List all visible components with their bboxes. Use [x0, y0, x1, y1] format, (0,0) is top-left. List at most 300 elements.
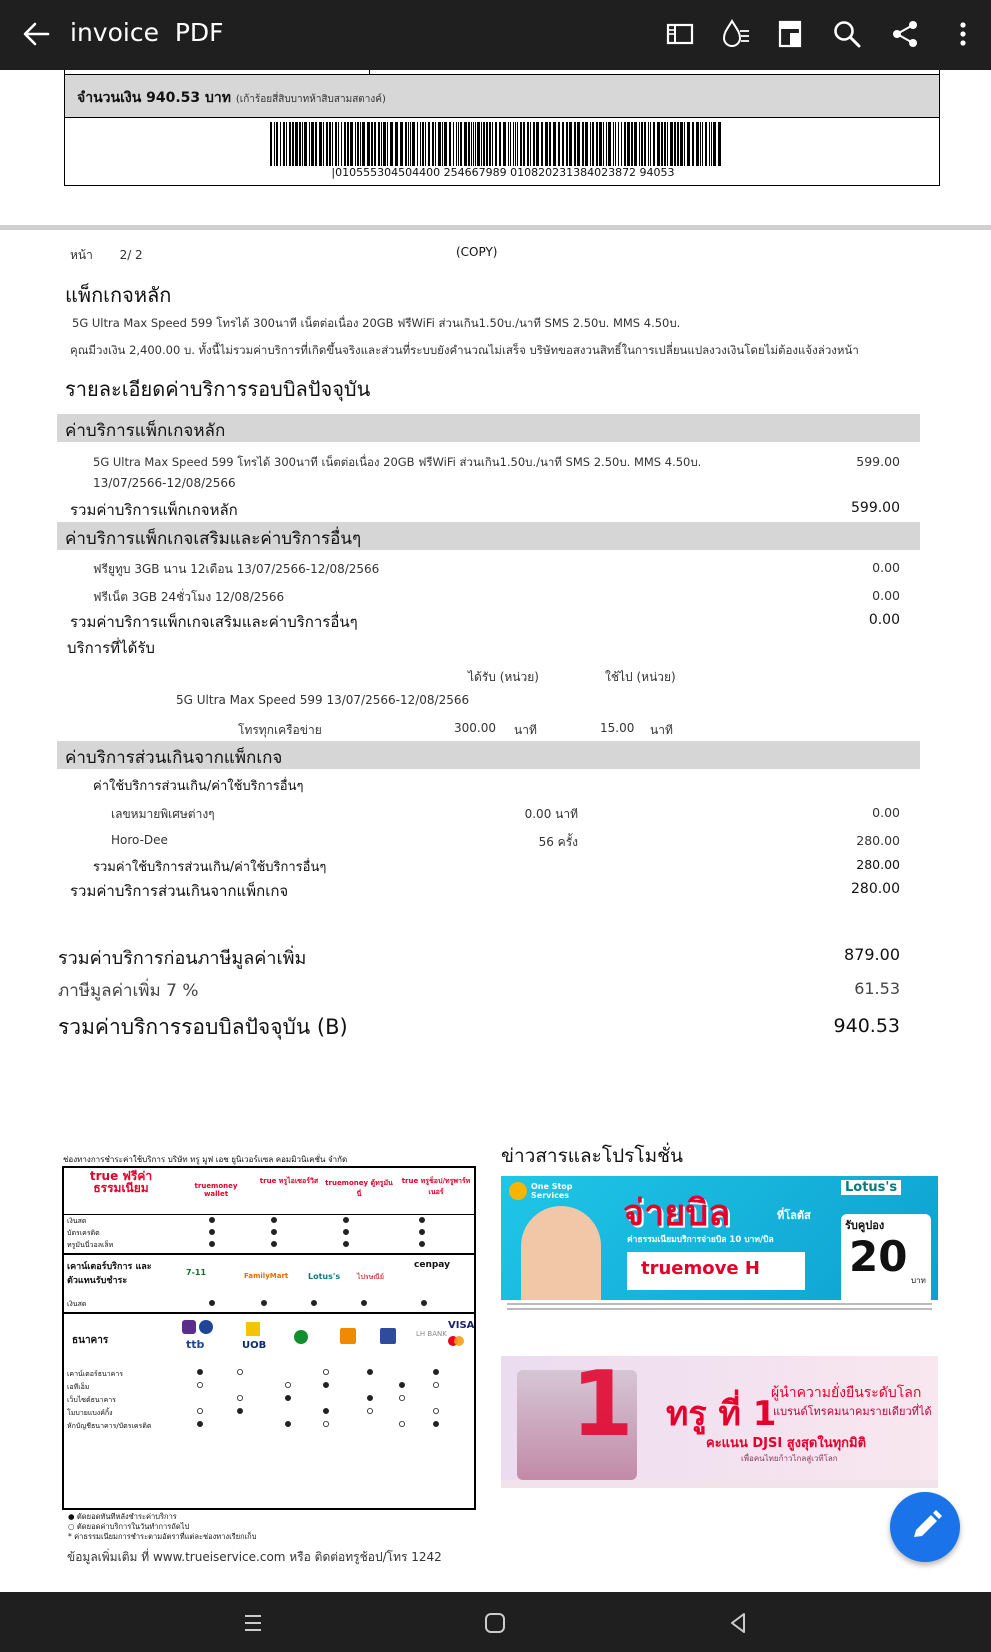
pay-row-label: เว็บไซต์ธนาคาร	[67, 1396, 116, 1404]
barcode-bar	[335, 122, 337, 166]
barcode-bar	[383, 122, 386, 166]
availability-dot	[311, 1300, 316, 1305]
availability-dot	[209, 1217, 214, 1222]
barcode-bar	[362, 122, 365, 166]
col-used: ใช้ไป (หน่วย)	[605, 670, 676, 684]
promo2-sub3: คะแนน DJSI สูงสุดในทุกมิติ	[706, 1436, 867, 1451]
barcode-bar	[471, 122, 472, 166]
barcode-bar	[661, 122, 663, 166]
addon-item-desc: ฟรียูทูบ 3GB นาน 12เดือน 13/07/2566-12/08/2566	[93, 562, 380, 576]
promo-banner-bill-payment[interactable]	[501, 1176, 938, 1314]
barcode-bar	[536, 122, 539, 166]
edit-pencil-icon	[890, 1492, 960, 1562]
barcode-bar	[664, 122, 666, 166]
availability-dot	[323, 1408, 328, 1413]
availability-dot	[197, 1369, 202, 1374]
barcode-bar	[582, 122, 584, 166]
availability-dot	[323, 1382, 328, 1387]
search-icon[interactable]	[830, 17, 864, 51]
recent-apps-icon[interactable]	[236, 1606, 270, 1640]
availability-dot	[433, 1408, 438, 1413]
vat-amount: 61.53	[854, 979, 900, 998]
share-icon[interactable]	[888, 17, 922, 51]
barcode-bar	[523, 122, 525, 166]
overage-item-amount: 280.00	[856, 833, 900, 848]
barcode-bar	[553, 122, 556, 166]
amount-words: (เก้าร้อยสี่สิบบาทห้าสิบสามสตางค์)	[235, 94, 386, 105]
details-heading: รายละเอียดค่าบริการรอบบิลปัจจุบัน	[65, 377, 371, 401]
section-title: ค่าบริการแพ็กเกจเสริมและค่าบริการอื่นๆ	[65, 529, 362, 549]
section-band-addon	[57, 522, 920, 550]
coupon-label: รับคูปอง	[845, 1219, 885, 1232]
promo-headline-suffix: ที่โลตัส	[777, 1209, 811, 1222]
coupon-value: 20	[849, 1232, 908, 1281]
pay-row-label: หักบัญชีธนาคาร/บัตรเครดิต	[67, 1422, 152, 1430]
barcode-bar	[464, 122, 467, 166]
section-total-amount: 599.00	[851, 500, 900, 516]
document-title: invoice PDF	[70, 18, 224, 47]
pdf-viewport[interactable]	[0, 70, 991, 1592]
barcode-bar	[618, 122, 619, 166]
availability-dot	[323, 1421, 328, 1426]
grand-total-label: รวมค่าบริการรอบบิลปัจจุบัน (B)	[58, 1015, 348, 1039]
truemove-logo-box	[627, 1252, 805, 1290]
barcode-bar	[684, 122, 685, 166]
one-stop-badge: One Stop Services	[531, 1182, 573, 1200]
barcode-bar	[286, 122, 287, 166]
one-stop-badge-icon	[509, 1182, 527, 1200]
barcode-bar	[341, 122, 342, 166]
availability-dot	[285, 1421, 290, 1426]
barcode-bar	[435, 122, 436, 166]
barcode-bar	[329, 122, 331, 166]
barcode-bar	[422, 122, 424, 166]
truemoney-wallet-logo: truemoney wallet	[194, 1182, 238, 1198]
promo-fee-text: ค่าธรรมเนียมบริการจ่ายบิล 10 บาท/บิล	[627, 1235, 774, 1245]
barcode-bar	[613, 122, 614, 166]
pay-row-label: เอทีเอ็ม	[67, 1383, 90, 1391]
barcode-bar	[696, 122, 699, 166]
promo2-headline: ทรู ที่ 1	[666, 1394, 777, 1434]
ink-drop-icon[interactable]	[718, 17, 752, 51]
barcode-bar	[412, 122, 415, 166]
availability-dot	[433, 1369, 438, 1374]
barcode-bar	[713, 122, 716, 166]
barcode-bar	[367, 122, 370, 166]
availability-dot	[419, 1217, 424, 1222]
barcode-bar	[692, 122, 694, 166]
barcode-bar	[596, 122, 598, 166]
barcode-bar	[545, 122, 548, 166]
promo-banner-sustainability[interactable]	[501, 1356, 938, 1488]
barcode-bar	[680, 122, 683, 166]
app-bar	[0, 0, 991, 70]
barcode-bar	[292, 122, 294, 166]
bank-label: ธนาคาร	[72, 1335, 109, 1346]
barcode-bar	[276, 122, 278, 166]
bank-logos: ttb UOB LH BANK VISA	[182, 1316, 474, 1358]
legend-item: ○ ตัดยอดค่าบริการในวันทำการถัดไป	[68, 1522, 190, 1531]
barcode-bar	[357, 122, 359, 166]
lotus-logo: Lotus's	[308, 1272, 341, 1281]
pay-row-label: เงินสด	[67, 1217, 87, 1225]
barcode-bar	[606, 122, 607, 166]
section-total-label: รวมค่าบริการส่วนเกินจากแพ็กเกจ	[70, 882, 289, 900]
barcode-bar	[458, 122, 459, 166]
lotus-brand: Lotus's	[841, 1180, 901, 1195]
barcode-bar	[574, 122, 576, 166]
barcode-bar	[371, 122, 373, 166]
pre-vat-label: รวมค่าบริการก่อนภาษีมูลค่าเพิ่ม	[58, 948, 307, 969]
availability-dot	[433, 1421, 438, 1426]
availability-dot	[271, 1217, 276, 1222]
promo2-sub4: เพื่อคนไทยก้าวไกลสู่เวทีโลก	[741, 1454, 838, 1463]
availability-dot	[343, 1229, 348, 1234]
barcode-bar	[344, 122, 346, 166]
barcode-bar	[302, 122, 303, 166]
barcode-bar	[332, 122, 333, 166]
barcode-bar	[453, 122, 454, 166]
barcode-bar	[489, 122, 491, 166]
amount-label: จำนวนเงิน 940.53 บาท	[77, 90, 232, 106]
pre-vat-amount: 879.00	[844, 945, 900, 964]
barcode-bar	[350, 122, 353, 166]
big-number-one: 1	[571, 1356, 634, 1457]
barcode-bar	[533, 122, 535, 166]
barcode-bar	[650, 122, 651, 166]
section-title: ค่าบริการแพ็กเกจหลัก	[65, 421, 226, 441]
barcode-bar	[492, 122, 493, 166]
legend-item: * ค่าธรรมเนียมการชำระตามอัตราที่แต่ละช่องทางเรียกเก็บ	[68, 1532, 257, 1541]
barcode-bar	[495, 122, 497, 166]
barcode-bar	[670, 122, 673, 166]
barcode-bar	[309, 122, 310, 166]
availability-dot	[343, 1217, 348, 1222]
barcode-bar	[395, 122, 398, 166]
page-label: หน้า	[70, 248, 93, 262]
barcode-bar	[603, 122, 604, 166]
barcode-bar	[323, 122, 324, 166]
page-layout-icon[interactable]	[773, 17, 807, 51]
item-amount: 599.00	[856, 454, 900, 469]
barcode-bar	[456, 122, 457, 166]
main-package-heading: แพ็กเกจหลัก	[65, 283, 172, 307]
familymart-logo: FamilyMart	[244, 1272, 289, 1280]
item-desc: 5G Ultra Max Speed 599 โทรได้ 300นาที เน็ตต่อเนื่อง 20GB ฟรีWiFi ส่วนเกิน1.50บ./นาที SMS 2.50บ. MMS 4.50บ.	[93, 455, 702, 469]
col-received: ได้รับ (หน่วย)	[468, 670, 539, 684]
promo-fineprint	[501, 1300, 938, 1314]
barcode-bar	[508, 122, 509, 166]
barcode-bar	[634, 122, 637, 166]
barcode-bar	[338, 122, 339, 166]
pay-row-label: ทรูมันนี่วอลเล็ท	[67, 1241, 114, 1249]
promo2-sub1: ผู้นำความยั่งยืนระดับโลก	[771, 1385, 922, 1401]
promo-headline: จ่ายบิล	[623, 1193, 731, 1234]
barcode-bar	[410, 122, 411, 166]
availability-dot	[237, 1369, 242, 1374]
availability-dot	[367, 1369, 372, 1374]
barcode-bar	[510, 122, 511, 166]
barcode-bar	[477, 122, 480, 166]
reading-mode-icon[interactable]	[663, 17, 697, 51]
payment-legend	[68, 1512, 257, 1542]
availability-dot	[323, 1369, 328, 1374]
availability-dot	[285, 1382, 290, 1387]
availability-dot	[209, 1229, 214, 1234]
section-total-amount: 280.00	[851, 881, 900, 897]
availability-dot	[285, 1395, 290, 1400]
pay-row-label: เคาน์เตอร์ธนาคาร	[67, 1370, 124, 1378]
barcode-bar	[648, 122, 649, 166]
barcode-bar	[624, 122, 626, 166]
legend-item: ● ตัดยอดทันทีหลังชำระค่าบริการ	[68, 1512, 177, 1521]
received-title: บริการที่ได้รับ	[67, 639, 155, 657]
barcode-bar	[599, 122, 602, 166]
barcode-bar	[711, 122, 712, 166]
barcode-bar	[428, 122, 430, 166]
barcode-bar	[432, 122, 434, 166]
barcode-bar	[405, 122, 407, 166]
barcode-bar	[631, 122, 633, 166]
thaipost-logo: ไปรษณีย์	[357, 1273, 384, 1281]
overage-item-amount: 0.00	[872, 805, 900, 820]
cenpay-logo: cenpay	[414, 1260, 450, 1270]
availability-dot	[421, 1300, 426, 1305]
truemove-logo: truemove H	[641, 1258, 760, 1279]
promo2-sub2: แบรนด์โทรคมนาคมรายเดียวที่ได้	[773, 1405, 932, 1418]
copy-label: (COPY)	[456, 245, 498, 259]
overage-item-desc: Horo-Dee	[111, 833, 168, 847]
barcode-bar	[417, 122, 418, 166]
barcode-bar	[304, 122, 307, 166]
availability-dot	[237, 1408, 242, 1413]
availability-dot	[419, 1241, 424, 1246]
barcode-bar	[709, 122, 710, 166]
back-arrow-icon[interactable]	[18, 16, 54, 52]
barcode-bar	[295, 122, 298, 166]
overage-item-qty: 0.00 นาที	[524, 807, 578, 821]
availability-dot	[271, 1241, 276, 1246]
barcode-bar	[585, 122, 588, 166]
barcode-bar	[677, 122, 679, 166]
availability-dot	[197, 1408, 202, 1413]
availability-dot	[419, 1229, 424, 1234]
barcode-bar	[387, 122, 388, 166]
barcode-bar	[449, 122, 451, 166]
person-illustration	[521, 1206, 601, 1306]
barcode-bar	[311, 122, 314, 166]
barcode-bar	[425, 122, 426, 166]
barcode-bar	[621, 122, 622, 166]
barcode-bar	[475, 122, 476, 166]
barcode-bar	[515, 122, 516, 166]
payment-availability-dots	[64, 1168, 474, 1508]
availability-dot	[261, 1300, 266, 1305]
barcode-bar	[355, 122, 356, 166]
availability-dot	[399, 1395, 404, 1400]
barcode-bar	[360, 122, 361, 166]
promo2-fineprint	[501, 1480, 938, 1488]
addon-item-amount: 0.00	[872, 588, 900, 603]
addon-item-desc: ฟรีเน็ต 3GB 24ชั่วโมง 12/08/2566	[93, 590, 285, 604]
barcode-bar	[486, 122, 488, 166]
section-title: ค่าบริการส่วนเกินจากแพ็กเกจ	[65, 748, 283, 768]
barcode-bar	[513, 122, 514, 166]
barcode-bar	[590, 122, 591, 166]
availability-dot	[399, 1382, 404, 1387]
overage-subtotal-amount: 280.00	[856, 857, 900, 872]
barcode-bar	[319, 122, 322, 166]
availability-dot	[209, 1241, 214, 1246]
barcode-bar	[700, 122, 701, 166]
more-vert-icon[interactable]	[946, 17, 980, 51]
availability-dot	[271, 1229, 276, 1234]
footer-info: ข้อมูลเพิ่มเติม ที่ www.trueiservice.com หรือ ติดต่อทรูช้อป/โทร 1242	[67, 1550, 442, 1564]
barcode-bar	[481, 122, 482, 166]
barcode-bar	[400, 122, 403, 166]
payment-heading: ช่องทางการชำระค่าใช้บริการ บริษัท ทรู มูฟ เอช ยูนิเวอร์แซล คอมมิวนิเคชั่น จำกัด	[63, 1155, 348, 1164]
counter-label: เคาน์เตอร์บริการ และตัวแทนรับชำระ	[67, 1262, 152, 1286]
pay-row-label: บัตรเครดิต	[67, 1229, 100, 1237]
barcode-bar	[674, 122, 676, 166]
main-package-desc: 5G Ultra Max Speed 599 โทรได้ 300นาที เน็ตต่อเนื่อง 20GB ฟรีWiFi ส่วนเกิน1.50บ./นาที SMS 2.50บ. MMS 4.50บ.	[72, 316, 681, 330]
barcode-bar	[705, 122, 707, 166]
availability-dot	[209, 1300, 214, 1305]
barcode-bar	[442, 122, 443, 166]
back-icon[interactable]	[722, 1606, 756, 1640]
availability-dot	[343, 1241, 348, 1246]
barcode-bar	[577, 122, 580, 166]
received-row-label: โทรทุกเครือข่าย	[238, 723, 322, 737]
barcode-bar	[299, 122, 301, 166]
barcode-bar	[527, 122, 529, 166]
pay-row-label: โมบายแบงค์กิ้ง	[67, 1409, 113, 1417]
vat-label: ภาษีมูลค่าเพิ่ม 7 %	[58, 981, 199, 1001]
true-iservice-logo: true ทรูไอเซอร์วิส	[259, 1177, 319, 1185]
barcode-bar	[530, 122, 531, 166]
barcode-bar	[483, 122, 485, 166]
section-total-amount: 0.00	[868, 612, 900, 628]
barcode-bar	[702, 122, 703, 166]
received-value: 300.00	[454, 721, 496, 735]
barcode-bar	[627, 122, 630, 166]
barcode-bar	[315, 122, 317, 166]
truemoney-kiosk-logo: truemoney ตู้ทรูมันนี่	[325, 1179, 393, 1198]
overage-item-qty: 56 ครั้ง	[538, 835, 578, 849]
barcode-bar	[517, 122, 518, 166]
barcode-bar	[562, 122, 564, 166]
used-unit: นาที	[650, 723, 673, 737]
barcode-bar	[549, 122, 551, 166]
main-package-note: คุณมีวงเงิน 2,400.00 บ. ทั้งนี้ไม่รวมค่าบริการที่เกิดขึ้นจริงและส่วนที่ระบบยังคำนวณไม่เสร็จ บริษัทขอสงวนสิทธิ์ในการเปลี่ยนแปลงวงเงินโดยไม่ต้องแจ้งล่วงหน้า	[70, 343, 859, 357]
barcode-bar	[280, 122, 281, 166]
overage-subtitle: ค่าใช้บริการส่วนเกิน/ค่าใช้บริการอื่นๆ	[93, 779, 304, 794]
barcode-bar	[639, 122, 640, 166]
received-package: 5G Ultra Max Speed 599 13/07/2566-12/08/2566	[176, 693, 470, 707]
barcode-bar	[289, 122, 291, 166]
availability-dot	[197, 1421, 202, 1426]
item-period: 13/07/2566-12/08/2566	[93, 476, 236, 490]
barcode-bar	[520, 122, 522, 166]
barcode-bar	[270, 122, 272, 166]
barcode-bar	[503, 122, 506, 166]
system-nav-bar	[0, 1592, 991, 1652]
barcode-box	[64, 118, 940, 186]
seven-eleven-logo: 7-11	[186, 1268, 207, 1277]
barcode-bar	[653, 122, 655, 166]
barcode-bar	[326, 122, 328, 166]
barcode-bar	[438, 122, 441, 166]
barcode-bar	[569, 122, 572, 166]
barcode-bar	[390, 122, 393, 166]
barcode-bar	[408, 122, 409, 166]
home-icon[interactable]	[478, 1606, 512, 1640]
edit-fab[interactable]	[890, 1492, 960, 1562]
pay-row-label: เงินสด	[67, 1300, 87, 1308]
availability-dot	[197, 1382, 202, 1387]
barcode-bar	[374, 122, 376, 166]
barcode-number: |010555304504400 254667989 010820231384023872 94053	[331, 166, 675, 179]
availability-dot	[399, 1421, 404, 1426]
barcode-bar	[641, 122, 643, 166]
overage-item-desc: เลขหมายพิเศษต่างๆ	[111, 807, 215, 821]
section-band-main	[57, 414, 920, 442]
availability-dot	[367, 1395, 372, 1400]
amount-box	[64, 74, 940, 118]
availability-dot	[237, 1395, 242, 1400]
availability-dot	[361, 1300, 366, 1305]
barcode-image	[270, 122, 725, 166]
barcode-bar	[644, 122, 646, 166]
page-number: 2/ 2	[119, 248, 143, 262]
barcode-bar	[718, 122, 721, 166]
barcode-bar	[558, 122, 560, 166]
barcode-bar	[608, 122, 611, 166]
true-free-fee-badge: true ฟรีค่าธรรมเนียม	[89, 1169, 153, 1195]
barcode-bar	[473, 122, 474, 166]
true-shop-logo: true ทรูช็อป/ทรูพาร์ทเนอร์	[401, 1177, 471, 1196]
barcode-bar	[566, 122, 568, 166]
addon-item-amount: 0.00	[872, 560, 900, 575]
barcode-bar	[615, 122, 616, 166]
barcode-bar	[687, 122, 690, 166]
barcode-bar	[274, 122, 275, 166]
barcode-bar	[283, 122, 285, 166]
used-value: 15.00	[600, 721, 635, 735]
page-divider	[0, 225, 991, 230]
barcode-bar	[381, 122, 382, 166]
barcode-bar	[460, 122, 462, 166]
availability-dot	[433, 1382, 438, 1387]
coupon-card	[841, 1214, 931, 1304]
promo-title: ข่าวสารและโปรโมชั่น	[501, 1145, 683, 1167]
barcode-bar	[347, 122, 349, 166]
overage-subtotal-label: รวมค่าใช้บริการส่วนเกิน/ค่าใช้บริการอื่นๆ	[93, 860, 327, 875]
barcode-bar	[592, 122, 594, 166]
barcode-bar	[444, 122, 447, 166]
barcode-bar	[378, 122, 380, 166]
barcode-bar	[468, 122, 470, 166]
barcode-bar	[541, 122, 543, 166]
availability-dot	[367, 1408, 372, 1413]
coupon-unit: บาท	[911, 1276, 926, 1285]
section-band-overage	[57, 741, 920, 769]
section-total-label: รวมค่าบริการแพ็กเกจเสริมและค่าบริการอื่นๆ	[70, 613, 358, 631]
barcode-bar	[667, 122, 668, 166]
section-total-label: รวมค่าบริการแพ็กเกจหลัก	[70, 501, 238, 519]
payment-channels-table	[62, 1166, 476, 1510]
barcode-bar	[499, 122, 501, 166]
